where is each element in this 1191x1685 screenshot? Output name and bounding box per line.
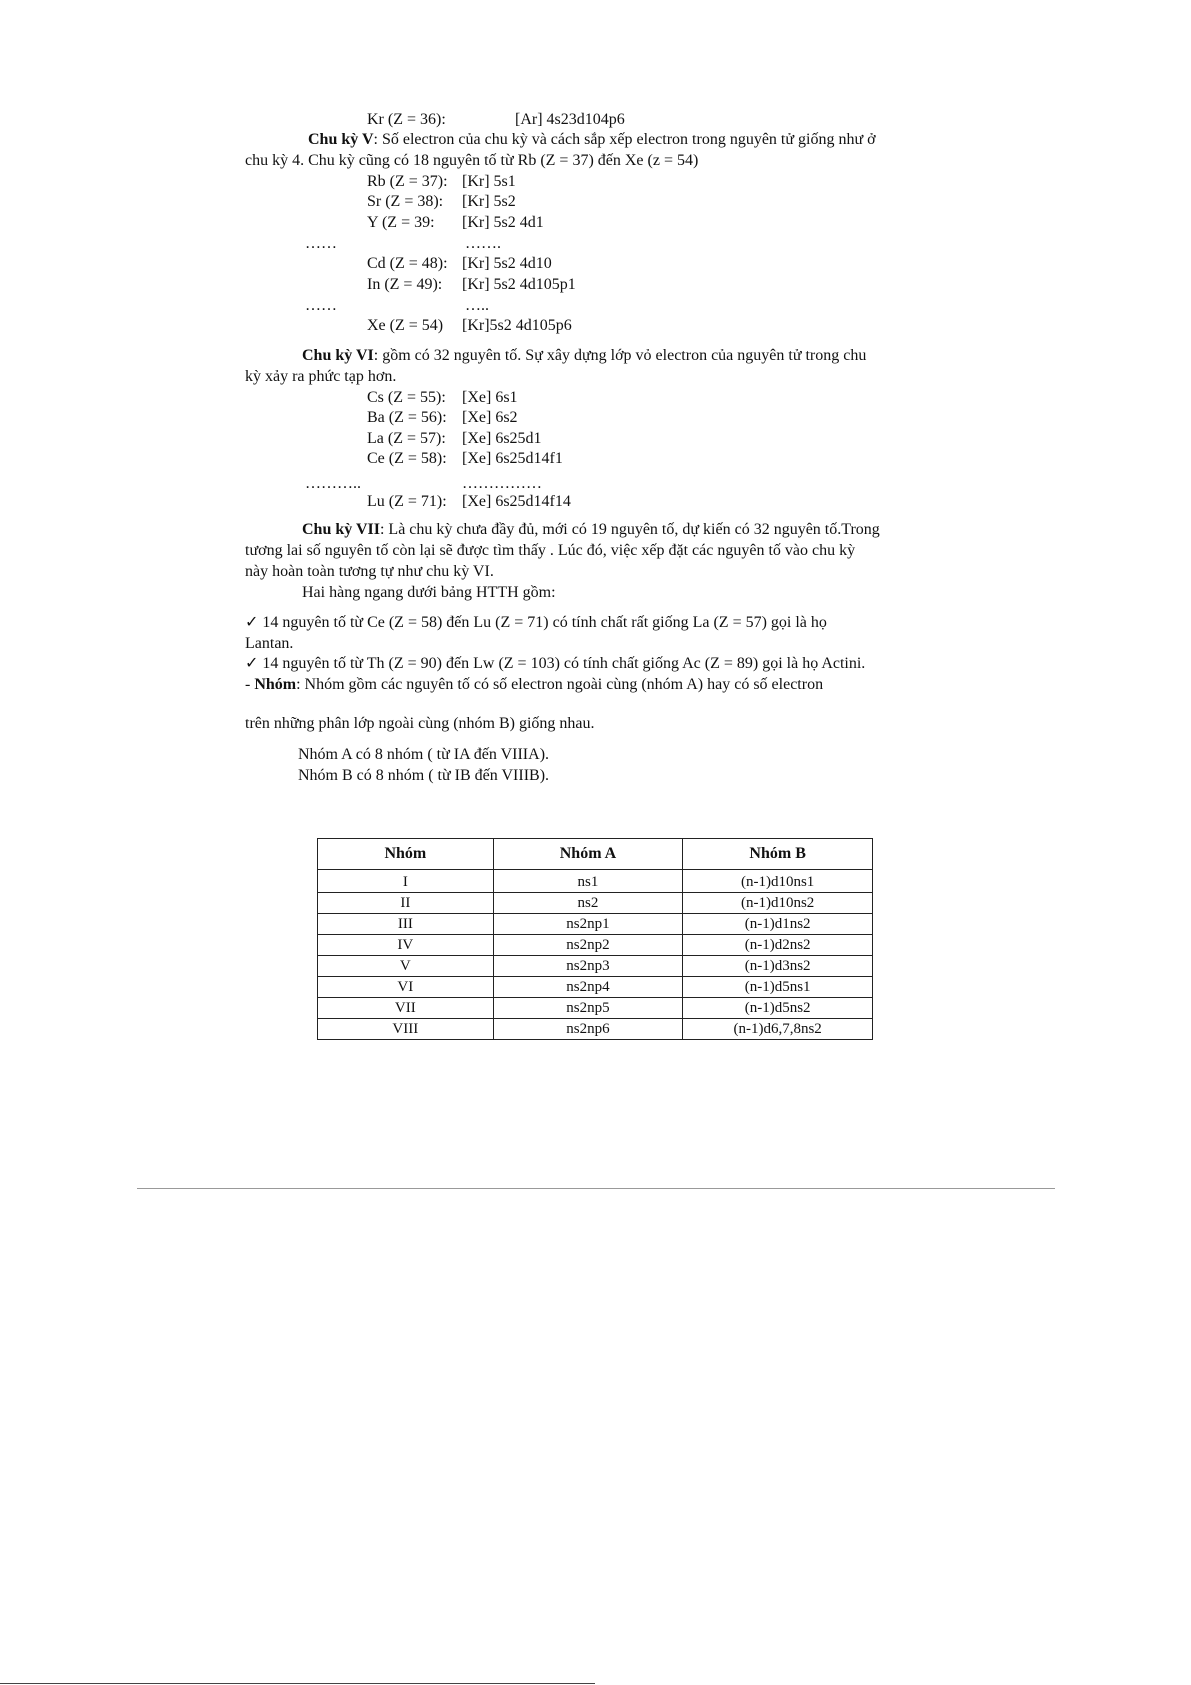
group-cell: VIII: [318, 1019, 494, 1040]
period7-title: Chu kỳ VII: [302, 521, 380, 538]
group-cell: II: [318, 893, 494, 914]
period7-text-2: tương lai số nguyên tố còn lại sẽ được tìm thấy . Lúc đó, việc xếp đặt các nguyên tố vào chu kỳ: [245, 542, 856, 559]
element-config: [Xe] 6s25d14f14: [462, 493, 571, 510]
period6-text-1: : gồm có 32 nguyên tố. Sự xây dựng lớp vỏ electron của nguyên tử trong chu: [373, 347, 867, 364]
page-divider: [137, 1188, 1055, 1189]
period5-title: Chu kỳ V: [308, 131, 374, 148]
ellipsis-right-3: ……………: [462, 475, 542, 492]
element-label: Y (Z = 39:: [367, 214, 435, 231]
period5-text-2: chu kỳ 4. Chu kỳ cũng có 18 nguyên tố từ Rb (Z = 37) đến Xe (z = 54): [245, 152, 699, 169]
group-cell: VII: [318, 998, 494, 1019]
group-heading-line: [245, 675, 823, 695]
group-a-cell: ns2np1: [493, 914, 683, 935]
group-cell: I: [318, 870, 494, 893]
group-cell: VI: [318, 977, 494, 998]
group-prefix: -: [245, 676, 255, 693]
period7-heading-line: [302, 520, 880, 540]
period7-text-3: này hoàn toàn tương tự như chu kỳ VI.: [245, 563, 494, 580]
group-a-cell: ns2: [493, 893, 683, 914]
period6-text-2: kỳ xảy ra phức tạp hơn.: [245, 368, 397, 385]
bottom-rows-intro: Hai hàng ngang dưới bảng HTTH gồm:: [302, 584, 556, 601]
element-config: [Xe] 6s25d1: [462, 430, 542, 447]
element-label: Sr (Z = 38):: [367, 193, 444, 210]
lanthan-line: [245, 613, 827, 633]
config-row-rb: [367, 172, 516, 192]
element-label: Rb (Z = 37):: [367, 173, 448, 190]
period5-text-1: : Số electron của chu kỳ và cách sắp xếp electron trong nguyên tử giống như ở: [373, 131, 876, 148]
ellipsis-right-1: …….: [465, 235, 501, 252]
group-b-cell: (n-1)d10ns2: [683, 893, 873, 914]
actini-line: [245, 654, 865, 674]
kr-config-line: [367, 110, 625, 130]
check-icon: ✓: [245, 614, 259, 631]
period6-heading-line: [302, 346, 866, 366]
element-label: In (Z = 49):: [367, 276, 443, 293]
element-config: [Kr] 5s1: [462, 173, 516, 190]
element-label: Ba (Z = 56):: [367, 409, 447, 426]
table-row: [318, 914, 873, 935]
group-config-table: [317, 838, 873, 1040]
table-header-row: [318, 839, 873, 870]
element-config: [Kr] 5s2: [462, 193, 516, 210]
config-row-xe: [367, 316, 572, 336]
group-b-count: Nhóm B có 8 nhóm ( từ IB đến VIIIB).: [298, 767, 550, 784]
table-row: [318, 1019, 873, 1040]
element-label: Cd (Z = 48):: [367, 255, 448, 272]
column-header: Nhóm: [318, 839, 494, 870]
group-text-2: trên những phân lớp ngoài cùng (nhóm B) giống nhau.: [245, 715, 595, 732]
element-label: La (Z = 57):: [367, 430, 446, 447]
group-a-cell: ns2np4: [493, 977, 683, 998]
group-b-cell: (n-1)d5ns2: [683, 998, 873, 1019]
bottom-edge-rule: [0, 1683, 595, 1684]
period7-text-1: : Là chu kỳ chưa đầy đủ, mới có 19 nguyên tố, dự kiến có 32 nguyên tố.Trong: [379, 521, 880, 538]
group-a-cell: ns2np3: [493, 956, 683, 977]
config-row-in: [367, 275, 576, 295]
config-row-y: [367, 213, 544, 233]
config-row-la: [367, 429, 542, 449]
kr-config: [Ar] 4s23d104p6: [515, 111, 625, 128]
element-config: [Kr]5s2 4d105p6: [462, 317, 572, 334]
element-config: [Kr] 5s2 4d1: [462, 214, 544, 231]
group-b-cell: (n-1)d3ns2: [683, 956, 873, 977]
config-row-sr: [367, 192, 516, 212]
element-label: Lu (Z = 71):: [367, 493, 447, 510]
column-header: Nhóm B: [683, 839, 873, 870]
group-cell: IV: [318, 935, 494, 956]
group-a-cell: ns2np5: [493, 998, 683, 1019]
ellipsis-left-2: ……: [305, 297, 337, 314]
element-config: [Kr] 5s2 4d10: [462, 255, 552, 272]
table-row: [318, 870, 873, 893]
period6-title: Chu kỳ VI: [302, 347, 374, 364]
element-label: Ce (Z = 58):: [367, 450, 447, 467]
group-b-cell: (n-1)d6,7,8ns2: [683, 1019, 873, 1040]
table-row: [318, 893, 873, 914]
group-cell: V: [318, 956, 494, 977]
group-cell: III: [318, 914, 494, 935]
element-label: Cs (Z = 55):: [367, 389, 446, 406]
lanthan-text-1: 14 nguyên tố từ Ce (Z = 58) đến Lu (Z = 71) có tính chất rất giống La (Z = 57) gọi là họ: [262, 614, 827, 631]
group-b-cell: (n-1)d10ns1: [683, 870, 873, 893]
element-config: [Xe] 6s1: [462, 389, 518, 406]
group-b-cell: (n-1)d1ns2: [683, 914, 873, 935]
table-row: [318, 998, 873, 1019]
element-config: [Xe] 6s2: [462, 409, 518, 426]
config-row-lu: [367, 492, 571, 512]
group-title: Nhóm: [254, 676, 297, 693]
group-b-cell: (n-1)d2ns2: [683, 935, 873, 956]
config-row-ba: [367, 408, 518, 428]
element-config: [Xe] 6s25d14f1: [462, 450, 563, 467]
table-row: [318, 977, 873, 998]
config-row-ce: [367, 449, 563, 469]
table-row: [318, 956, 873, 977]
config-row-cd: [367, 254, 552, 274]
group-b-cell: (n-1)d5ns1: [683, 977, 873, 998]
group-text-1: : Nhóm gồm các nguyên tố có số electron ngoài cùng (nhóm A) hay có số electron: [296, 676, 824, 693]
group-a-count: Nhóm A có 8 nhóm ( từ IA đến VIIIA).: [298, 746, 550, 763]
kr-label: Kr (Z = 36):: [367, 111, 446, 128]
check-icon: ✓: [245, 655, 259, 672]
table-row: [318, 935, 873, 956]
element-label: Xe (Z = 54): [367, 317, 444, 334]
lanthan-text-2: Lantan.: [245, 635, 294, 652]
ellipsis-left-3: ………..: [305, 475, 361, 492]
column-header: Nhóm A: [493, 839, 683, 870]
group-a-cell: ns2np6: [493, 1019, 683, 1040]
ellipsis-right-2: …..: [465, 297, 489, 314]
period5-heading-line: [308, 130, 876, 150]
element-config: [Kr] 5s2 4d105p1: [462, 276, 576, 293]
config-row-cs: [367, 388, 518, 408]
actini-text: 14 nguyên tố từ Th (Z = 90) đến Lw (Z = 103) có tính chất giống Ac (Z = 89) gọi là họ Actini.: [262, 655, 866, 672]
group-a-cell: ns2np2: [493, 935, 683, 956]
group-a-cell: ns1: [493, 870, 683, 893]
ellipsis-left-1: ……: [305, 235, 337, 252]
